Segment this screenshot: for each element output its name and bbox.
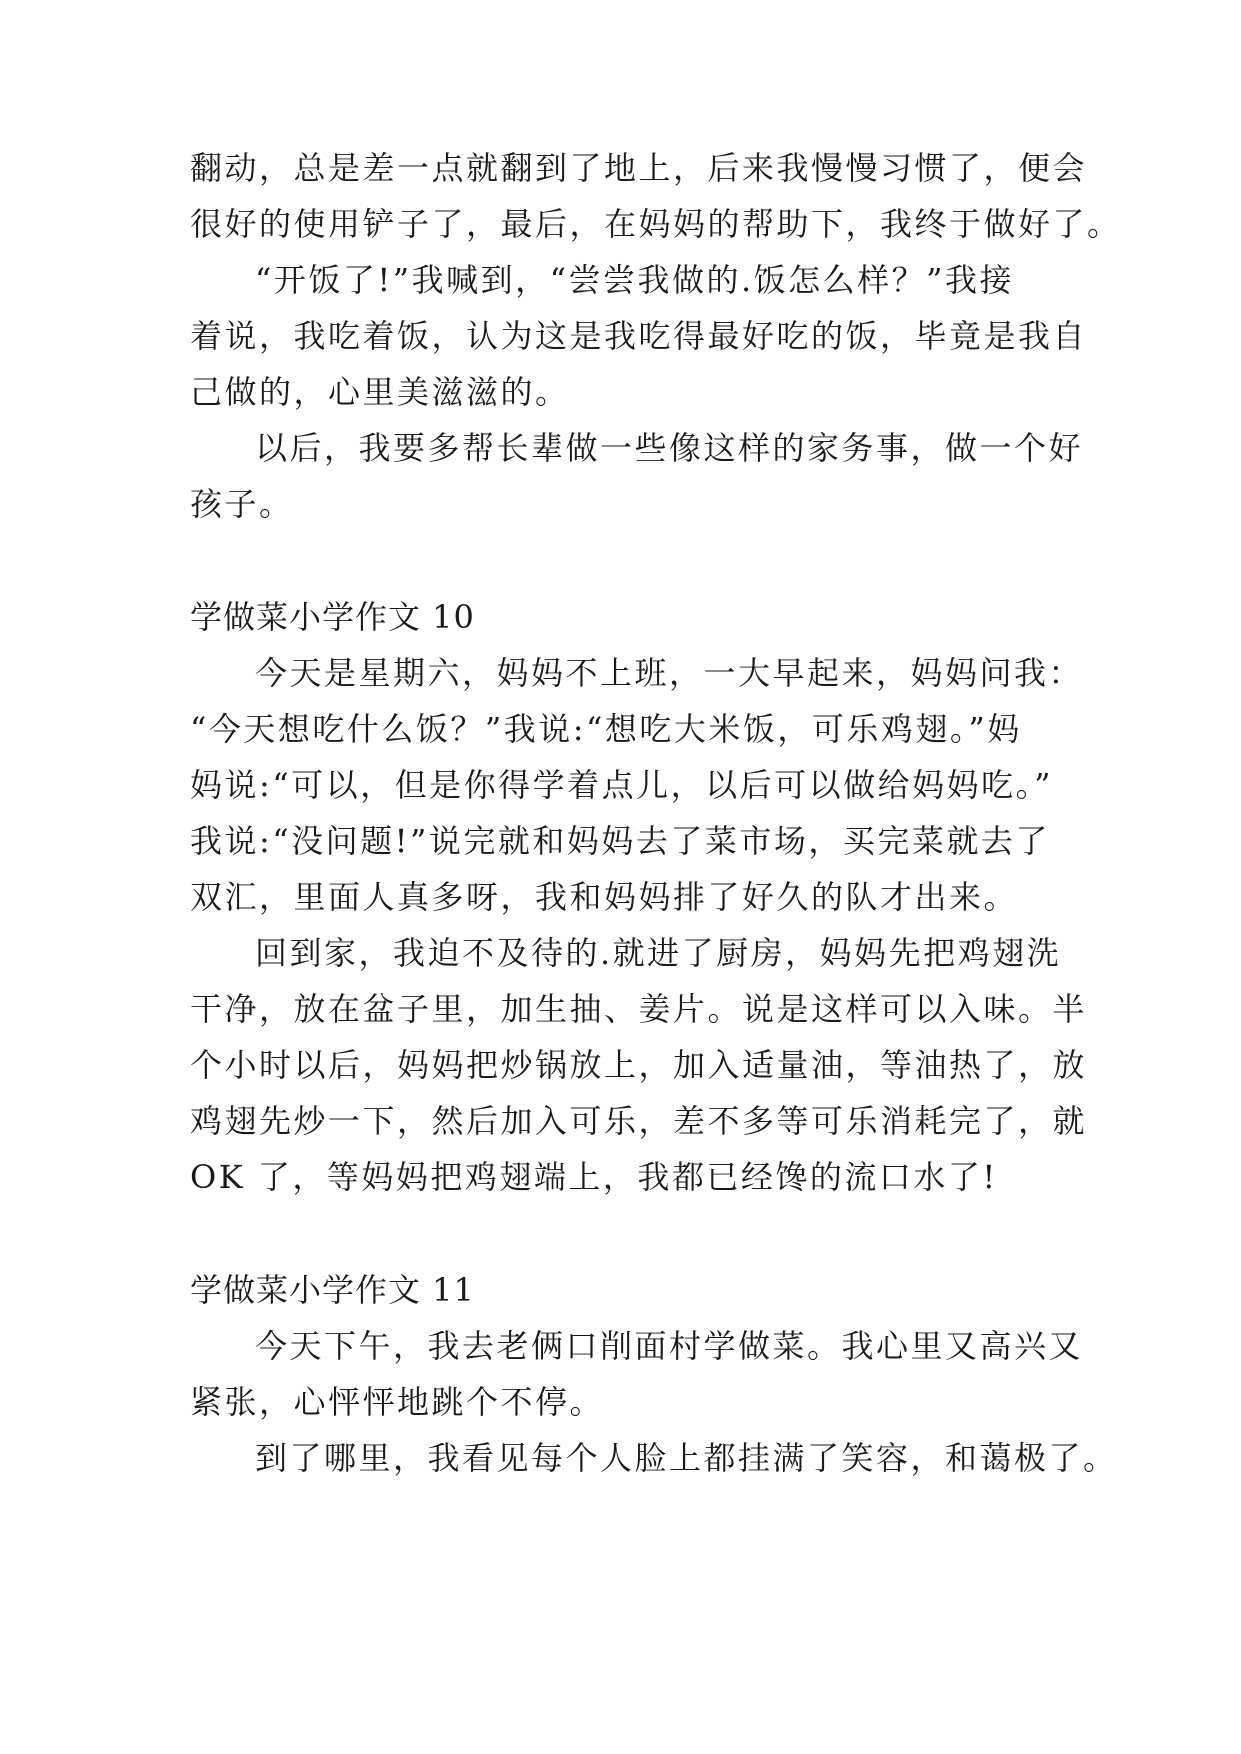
paragraph-line: 妈说:“可以，但是你得学着点儿，以后可以做给妈妈吃。”: [190, 766, 1054, 804]
paragraph-line: 我说:“没问题!”说完就和妈妈去了菜市场，买完菜就去了: [190, 822, 1050, 860]
section-heading: 学做菜小学作文 11: [190, 1271, 475, 1309]
paragraph-line: 今天下午，我去老俩口削面村学做菜。我心里又高兴又: [255, 1327, 1084, 1365]
paragraph-line: 到了哪里，我看见每个人脸上都挂满了笑容，和蔼极了。: [255, 1439, 1118, 1477]
paragraph-line: 个小时以后，妈妈把炒锅放上，加入适量油，等油热了，放: [190, 1046, 1088, 1084]
paragraph-line: 回到家，我迫不及待的.就进了厨房，妈妈先把鸡翅洗: [255, 934, 1062, 972]
paragraph-line: 鸡翅先炒一下，然后加入可乐，差不多等可乐消耗完了，就: [190, 1102, 1088, 1140]
paragraph-line: 翻动，总是差一点就翻到了地上，后来我慢慢习惯了，便会: [190, 149, 1088, 187]
paragraph-line: 紧张，心怦怦地跳个不停。: [190, 1383, 605, 1421]
paragraph-line: “今天想吃什么饭？”我说:“想吃大米饭，可乐鸡翅。”妈: [190, 710, 1022, 748]
paragraph-line: 以后，我要多帮长辈做一些像这样的家务事，做一个好: [255, 429, 1084, 467]
paragraph-line: 着说，我吃着饭，认为这是我吃得最好吃的饭，毕竟是我自: [190, 317, 1088, 355]
paragraph-line: 己做的，心里美滋滋的。: [190, 373, 570, 411]
paragraph-line: 干净，放在盆子里，加生抽、姜片。说是这样可以入味。半: [190, 990, 1088, 1028]
paragraph-line: “开饭了!”我喊到，“尝尝我做的.饭怎么样？”我接: [255, 261, 1014, 299]
paragraph-line: 今天是星期六，妈妈不上班，一大早起来，妈妈问我：: [255, 654, 1084, 692]
paragraph-line: 双汇，里面人真多呀，我和妈妈排了好久的队才出来。: [190, 878, 1019, 916]
paragraph-line: 很好的使用铲子了，最后，在妈妈的帮助下，我终于做好了。: [190, 205, 1122, 243]
paragraph-line: OK 了，等妈妈把鸡翅端上，我都已经馋的流口水了!: [190, 1158, 998, 1196]
section-heading: 学做菜小学作文 10: [190, 598, 475, 636]
paragraph-line: 孩子。: [190, 485, 294, 523]
